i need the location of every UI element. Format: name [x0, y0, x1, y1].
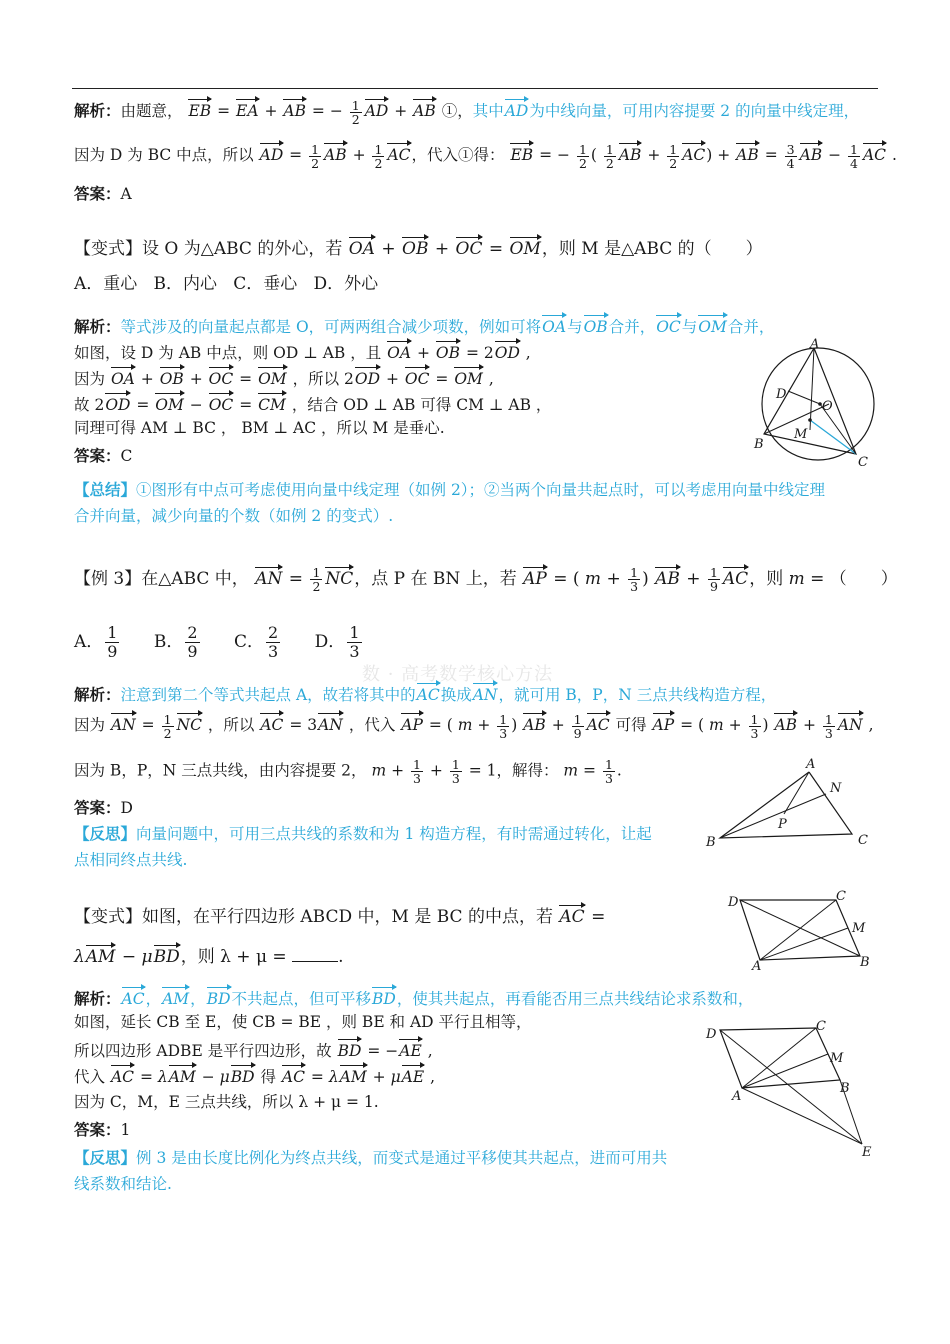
variant-solution-line-5: 同理可得 AM ⊥ BC ， BM ⊥ AC ，所以 M 是垂心.: [74, 419, 445, 437]
variant2-solution-line-3: 所以四边形 ADBE 是平行四边形，故 BD = −AE ,: [74, 1038, 433, 1061]
fig1-label-d: D: [776, 387, 787, 402]
fig4-label-e: E: [862, 1145, 872, 1158]
answer-blank[interactable]: [292, 947, 338, 962]
fig4-label-d: D: [706, 1027, 717, 1042]
fig1-label-a: A: [810, 337, 820, 352]
fig4-label-m: M: [830, 1051, 844, 1066]
answer-line-2: 答案：C: [74, 446, 133, 465]
fig1-label-o: O: [822, 399, 833, 414]
variant-solution-line-4: 故 2OD = OM − OC = CM ，结合 OD ⊥ AB 可得 CM ⊥ AB ，: [74, 392, 551, 415]
fig1-label-m: M: [794, 427, 808, 442]
reflect2-line-2: 线系数和结论.: [74, 1175, 172, 1193]
example3-solution-line-3: 因为 B，P，N 三点共线，由内容提要 2， m + $\frac{1}{3}$ + $\frac{1}{3}$ = 1，解得： m = $\frac{1}{3}$ .: [74, 757, 622, 786]
parallelogram-figure-1: [724, 886, 874, 972]
fig2-label-a: A: [806, 757, 816, 772]
reflect-line-2: 点相同终点共线.: [74, 851, 188, 869]
fig4-label-c: C: [816, 1019, 826, 1034]
variant2-solution-line-2: 如图，延长 CB 至 E，使 CB = BE ，则 BE 和 AD 平行且相等，: [74, 1013, 532, 1031]
parallelogram-figure-2: [702, 1018, 880, 1158]
summary-line-1: 【总结】①图形有中点可考虑使用向量中线定理（如例 2）；②当两个向量共起点时，可以考虑用向量中线定理: [74, 480, 826, 499]
solution-line-2: 因为 D 为 BC 中点，所以 AD = $\frac{1}{2}$ AB + $\frac{1}{2}$ AC，代入①得： EB = − $\frac{1}{2}$ ( $\frac{1}{2}$ AB + $\frac{1}{2}$ AC) + AB = $\frac{3}{4}$ AB − $\frac{1}{4}$ AC .: [74, 141, 897, 171]
variant-solution-hint: 解析：等式涉及的向量起点都是 O，可两两组合减少项数，例如可将OA与OB合并，OC与OM合并，: [74, 314, 774, 337]
answer-line-4: 答案：1: [74, 1120, 131, 1139]
reflect2-line-1: 【反思】例 3 是由长度比例化为终点共线，而变式是通过平移使其共起点，进而可用共: [74, 1148, 668, 1167]
variant2-solution-line-5: 因为 C，M，E 三点共线，所以 λ + μ = 1.: [74, 1093, 379, 1111]
solution-line-1: 解析：由题意， EB = EA + AB = − $\frac{1}{2}$ AD + AB ①，其中AD为中线向量，可用内容提要 2 的向量中线定理，: [74, 97, 860, 127]
answer-line-3: 答案：D: [74, 798, 133, 817]
fig2-label-c: C: [858, 833, 868, 848]
fig3-label-a: A: [752, 959, 762, 972]
variant2-question-1: 【变式】如图，在平行四边形 ABCD 中，M 是 BC 的中点，若 AC =: [74, 904, 605, 927]
fig3-label-d: D: [728, 895, 739, 910]
fig3-label-b: B: [860, 955, 870, 970]
variant2-solution-line-4: 代入 AC = λAM − μBD 得 AC = λAM + μAE ,: [74, 1064, 435, 1087]
variant-question-1: 【变式】设 O 为△ABC 的外心，若 OA + OB + OC = OM，则 M 是△ABC 的（ ）: [74, 236, 763, 259]
fig3-label-m: M: [852, 921, 866, 936]
fig2-label-n: N: [830, 781, 842, 796]
example3-solution-line-2: 因为 AN = $\frac{1}{2}$ NC ，所以 AC = 3AN ，代入 AP = ( m + $\frac{1}{3}$ ) AB + $\frac{1}{9}$ AC 可得 AP = ( m + $\frac{1}{3}$ ) AB + $\frac{1}{3}$ AN ,: [74, 711, 874, 741]
variant2-question-2: λAM − μBD，则 λ + μ = .: [74, 944, 343, 967]
watermark: 数 · 高考数学核心方法: [362, 664, 554, 685]
triangle-figure: [704, 754, 876, 854]
fig4-label-b: B: [840, 1081, 850, 1096]
circumcircle-figure: [750, 336, 885, 471]
fig2-label-b: B: [706, 835, 716, 850]
fig3-label-c: C: [836, 889, 846, 904]
fig4-label-a: A: [732, 1089, 742, 1104]
fig1-label-c: C: [858, 455, 868, 470]
answer-line-1: 答案：A: [74, 184, 132, 203]
example3-options: A． $\frac{1}{9}$ B． $\frac{2}{9}$ C． $\frac{2}{3}$ D． $\frac{1}{3}$: [74, 623, 360, 661]
variant-solution-line-2: 如图，设 D 为 AB 中点，则 OD ⊥ AB ，且 OA + OB = 2OD ,: [74, 340, 531, 363]
example3-question: 【例 3】在△ABC 中， AN = $\frac{1}{2}$ NC，点 P 在 BN 上，若 AP = ( m + $\frac{1}{3}$ ) AB + $\frac{1}{9}$ AC，则 m = （ ）: [74, 565, 898, 594]
variant-options-1: A．重心 B．内心 C．垂心 D．外心: [74, 274, 379, 294]
example3-solution-hint: 解析：注意到第二个等式共起点 A，故若将其中的AC换成AN，就可用 B，P，N 三点共线构造方程，: [74, 682, 776, 705]
fig2-label-p: P: [778, 817, 787, 832]
summary-line-2: 合并向量，减少向量的个数（如例 2 的变式）.: [74, 507, 394, 525]
fig1-label-b: B: [754, 437, 764, 452]
variant2-solution-hint: 解析：AC，AM，BD不共起点，但可平移BD，使其共起点，再看能否用三点共线结论求系数和，: [74, 986, 753, 1009]
reflect-line-1: 【反思】向量问题中，可用三点共线的系数和为 1 构造方程，有时需通过转化，让起: [74, 824, 652, 843]
variant-solution-line-3: 因为 OA + OB + OC = OM ，所以 2OD + OC = OM ,: [74, 366, 494, 389]
header-rule: [72, 88, 878, 89]
